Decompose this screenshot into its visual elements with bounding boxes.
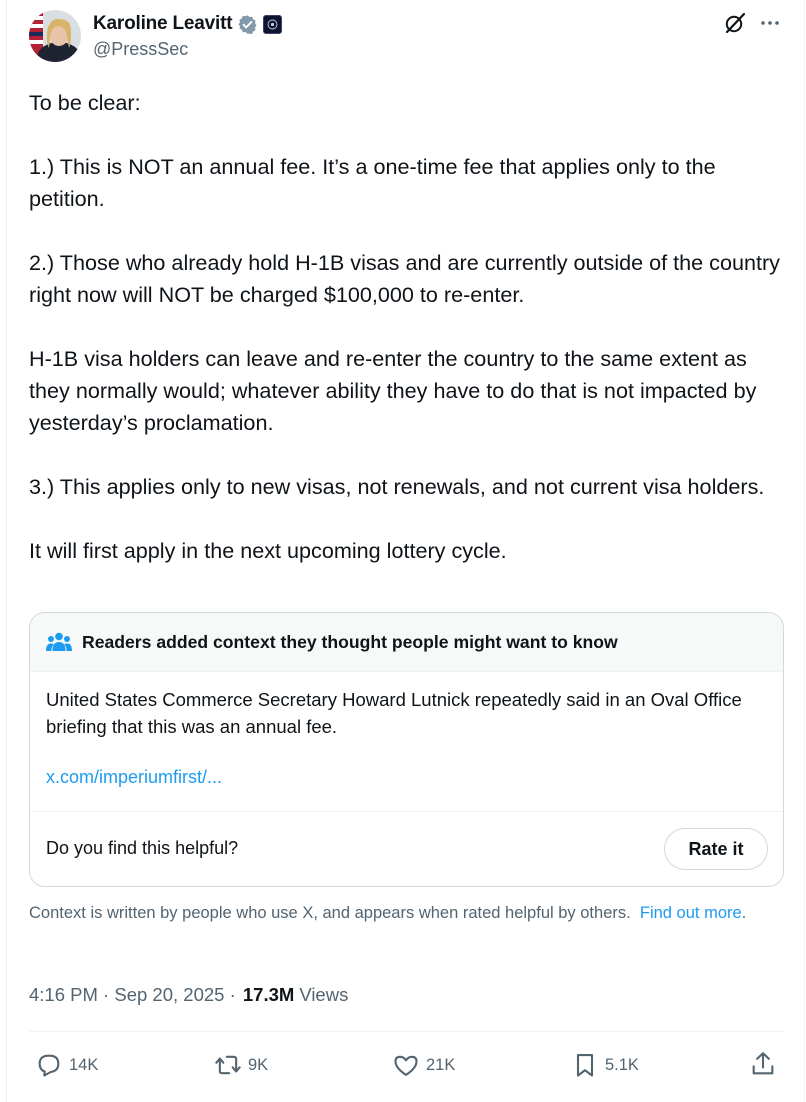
avatar[interactable] (29, 10, 81, 62)
share-icon (749, 1050, 777, 1078)
tweet-text (29, 87, 789, 567)
disclaimer-period: . (741, 904, 747, 922)
community-note-divider (30, 811, 783, 812)
community-note-title: Readers added context they thought people might want to know (82, 631, 618, 652)
tweet-paragraph: 3.) This applies only to new visas, not renewals, and not current visa holders. (29, 474, 765, 499)
find-out-more-link[interactable]: Find out more (639, 904, 742, 922)
repost-button[interactable] (214, 1051, 268, 1079)
reply-count: 14K (69, 1055, 99, 1074)
grok-icon[interactable] (723, 11, 747, 35)
community-note-disclaimer (29, 902, 769, 925)
meta-separator: · (229, 984, 236, 1005)
tweet-paragraph: It will first apply in the next upcoming lottery cycle. (29, 538, 507, 563)
reply-icon (35, 1051, 63, 1079)
tweet-time[interactable]: 4:16 PM (29, 984, 98, 1005)
like-icon (392, 1051, 420, 1079)
rate-it-button[interactable]: Rate it (664, 828, 768, 870)
repost-count: 9K (248, 1055, 269, 1074)
tweet-paragraph: H-1B visa holders can leave and re-enter the country to the same extent as they normally would; whatever ability they have to do that is not impacted by yesterday’s proclamation. (29, 346, 757, 435)
community-note (29, 612, 784, 887)
meta-separator: · (103, 984, 110, 1005)
frame-border-left (6, 0, 7, 1102)
tweet-date[interactable]: Sep 20, 2025 (114, 984, 225, 1005)
share-button[interactable] (749, 1050, 777, 1078)
bookmark-button[interactable] (571, 1051, 639, 1079)
views-count: 17.3M (242, 984, 295, 1005)
tweet-meta (29, 984, 348, 1006)
actions-divider (29, 1031, 784, 1032)
bookmark-icon (571, 1051, 599, 1079)
author-handle[interactable]: @PressSec (93, 39, 189, 59)
tweet-paragraph: 2.) Those who already hold H-1B visas and are currently outside of the country right now will NOT be charged $100,000 to re-enter. (29, 250, 780, 307)
people-icon (46, 631, 72, 653)
verified-badge-icon[interactable] (237, 14, 258, 35)
bookmark-count: 5.1K (605, 1055, 639, 1074)
community-note-link[interactable]: x.com/imperiumfirst/... (46, 767, 223, 787)
reply-button[interactable] (35, 1051, 98, 1079)
community-note-body: United States Commerce Secretary Howard Lutnick repeatedly said in an Oval Office briefing that this was an annual fee. (46, 689, 742, 737)
government-affiliation-icon[interactable] (263, 15, 282, 34)
disclaimer-text: Context is written by people who use X, and appears when rated helpful by others. (29, 904, 631, 922)
more-icon[interactable] (759, 12, 781, 34)
like-button[interactable] (392, 1051, 455, 1079)
views-label: Views (299, 984, 349, 1005)
frame-border-right (804, 0, 805, 1102)
helpful-question: Do you find this helpful? (46, 838, 239, 858)
tweet-paragraph: 1.) This is NOT an annual fee. It’s a one-time fee that applies only to the petition. (29, 154, 716, 211)
author-display-name[interactable]: Karoline Leavitt (93, 13, 233, 34)
community-note-header (30, 613, 783, 672)
author-name-row (93, 12, 282, 36)
tweet-paragraph: To be clear: (29, 90, 141, 115)
action-bar (0, 1045, 806, 1085)
like-count: 21K (426, 1055, 456, 1074)
repost-icon (214, 1051, 242, 1079)
